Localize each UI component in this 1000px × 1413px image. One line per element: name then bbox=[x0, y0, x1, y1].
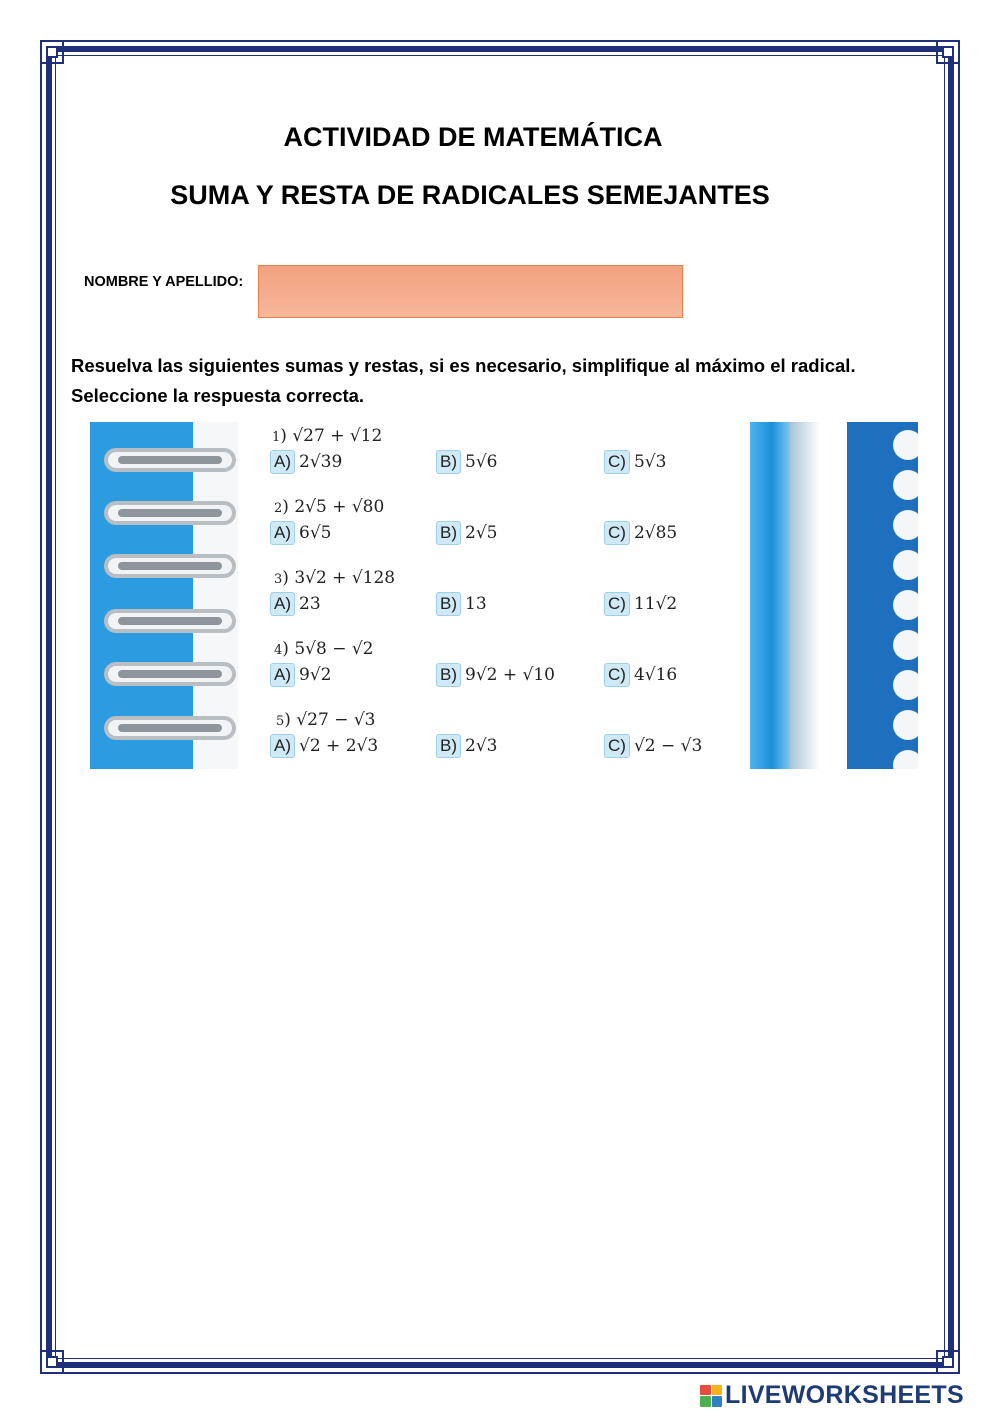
instructions-line-2: Seleccione la respuesta correcta. bbox=[71, 385, 365, 406]
option-1a[interactable]: A) 2√39 bbox=[270, 450, 342, 474]
page-subtitle: SUMA Y RESTA DE RADICALES SEMEJANTES bbox=[170, 180, 770, 210]
corner-ornament-icon bbox=[936, 40, 960, 64]
option-3c[interactable]: C) 11√2 bbox=[604, 592, 677, 616]
option-2b[interactable]: B) 2√5 bbox=[436, 521, 497, 545]
scallop-shape bbox=[893, 510, 918, 540]
option-3a[interactable]: A) 23 bbox=[270, 592, 321, 616]
exercise-panel bbox=[90, 422, 918, 769]
decorative-shadow bbox=[790, 422, 820, 769]
scallop-shape bbox=[893, 550, 918, 580]
instructions-line-1: Resuelva las siguientes sumas y restas, si es necesario, simplifique al máximo el radical. bbox=[71, 355, 856, 376]
option-1c[interactable]: C) 5√3 bbox=[604, 450, 666, 474]
brand-name: LIVEWORKSHEETS bbox=[725, 1381, 964, 1409]
corner-ornament-icon bbox=[40, 1350, 64, 1374]
question-2: 2) 2√5 + √80 bbox=[274, 497, 385, 517]
scallop-shape bbox=[893, 470, 918, 500]
name-field-label: NOMBRE Y APELLIDO: bbox=[84, 274, 244, 290]
scallop-shape bbox=[893, 710, 918, 740]
question-3: 3) 3√2 + √128 bbox=[274, 568, 396, 588]
option-2c[interactable]: C) 2√85 bbox=[604, 521, 677, 545]
spiral-ring-icon bbox=[104, 551, 236, 581]
scallop-shape bbox=[893, 670, 918, 700]
scallop-shape bbox=[893, 430, 918, 460]
option-4c[interactable]: C) 4√16 bbox=[604, 663, 677, 687]
option-5b[interactable]: B) 2√3 bbox=[436, 734, 497, 758]
option-4a[interactable]: A) 9√2 bbox=[270, 663, 331, 687]
spiral-ring-icon bbox=[104, 498, 236, 528]
spiral-ring-icon bbox=[104, 659, 236, 689]
instructions bbox=[71, 351, 951, 411]
scallop-shape bbox=[893, 590, 918, 620]
question-4: 4) 5√8 − √2 bbox=[274, 639, 374, 659]
option-5c[interactable]: C) √2 − √3 bbox=[604, 734, 702, 758]
liveworksheets-icon bbox=[700, 1385, 722, 1407]
spiral-ring-icon bbox=[104, 445, 236, 475]
option-3b[interactable]: B) 13 bbox=[436, 592, 487, 616]
name-input[interactable] bbox=[258, 265, 683, 318]
question-5: 5) √27 − √3 bbox=[276, 710, 376, 730]
liveworksheets-logo bbox=[700, 1381, 964, 1410]
decorative-stripe bbox=[750, 422, 790, 769]
question-1: 1) √27 + √12 bbox=[272, 426, 383, 446]
option-2a[interactable]: A) 6√5 bbox=[270, 521, 331, 545]
spiral-ring-icon bbox=[104, 606, 236, 636]
option-1b[interactable]: B) 5√6 bbox=[436, 450, 497, 474]
corner-ornament-icon bbox=[936, 1350, 960, 1374]
corner-ornament-icon bbox=[40, 40, 64, 64]
scallop-shape bbox=[893, 630, 918, 660]
spiral-ring-icon bbox=[104, 713, 236, 743]
option-4b[interactable]: B) 9√2 + √10 bbox=[436, 663, 555, 687]
page-title: ACTIVIDAD DE MATEMÁTICA bbox=[283, 122, 663, 152]
option-5a[interactable]: A) √2 + 2√3 bbox=[270, 734, 378, 758]
